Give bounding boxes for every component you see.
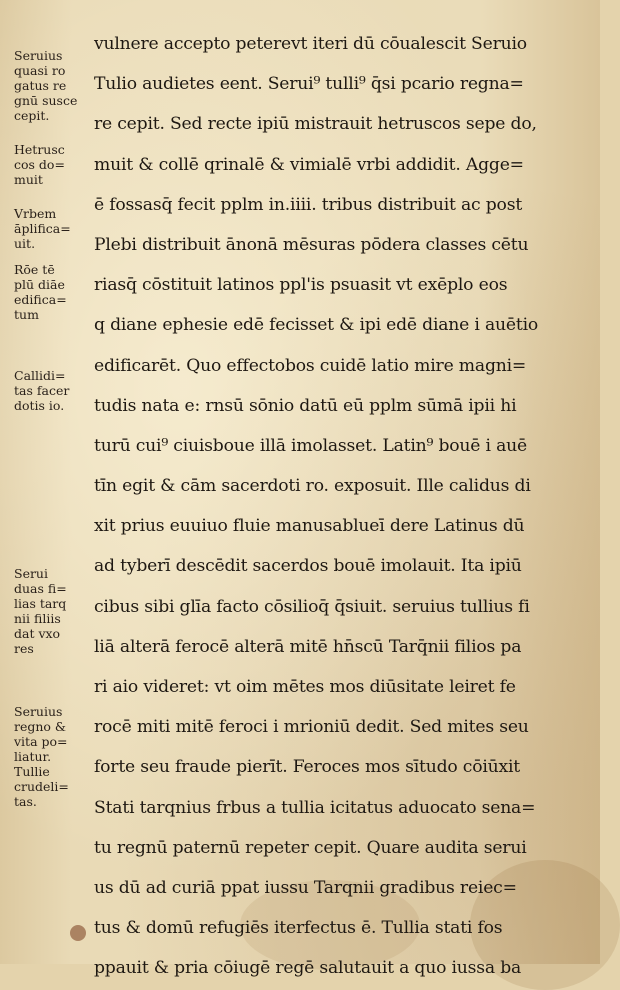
text-line: cibus sibi glīa facto cōsilioq̄ q̄siuit. seruius tullius fi [94,596,530,617]
margin-note-line: nii filiis [14,611,61,626]
margin-note-line: duas fi= [14,581,67,596]
text-line: Plebi distribuit ānonā mēsuras pōdera classes cētu [94,234,529,255]
margin-note-line: gnū susce [14,93,78,108]
margin-note-line: lias tarq [14,596,67,611]
text-line: tīn egit & cām sacerdoti ro. exposuit. Ille calidus di [94,476,531,497]
text-line: ri aio videret: vt oim mētes mos diūsitate leiret fe [94,677,516,697]
margin-note [14,206,98,251]
margin-note [14,368,98,413]
margin-note [14,566,98,656]
margin-note-line: cos do= [14,157,65,172]
margin-notes [0,0,100,964]
margin-note-line: tum [14,307,39,322]
text-line: liā alterā ferocē alterā mitē hn̄scū Tarq̄nii filios pa [94,636,522,657]
margin-note-line: Seruius [14,48,63,63]
margin-note-line: muit [14,172,43,187]
margin-note-line: Serui [14,566,48,581]
margin-note-line: cepit. [14,108,50,123]
text-line: us dū ad curiā ppat iussu Tarqnii gradibus reiec= [94,877,517,898]
margin-note [14,48,98,123]
margin-note-line: plū diāe [14,277,65,292]
margin-note-line: liatur. [14,749,52,764]
margin-note-line: regno & [14,719,67,734]
main-text-block [94,24,588,989]
text-line: ē fossasq̄ fecit pplm in.iiii. tribus distribuit ac post [94,194,523,215]
text-line: ppauit & pria cōiugē regē salutauit a quo iussa ba [94,958,522,979]
margin-note-line: edifica= [14,292,67,307]
margin-note-line: Seruius [14,704,63,719]
text-line: turū cui⁹ ciuisboue illā imolasset. Latin⁹ bouē i auē [94,435,527,456]
margin-note-line: vita po= [14,734,68,749]
text-line: tu regnū paternū repeter cepit. Quare audita serui [94,837,527,858]
margin-note-line: gatus re [14,78,67,93]
margin-note-line: dat vxo [14,626,61,641]
text-line: Tulio audietes eent. Serui⁹ tulli⁹ q̄si pcario regna= [94,74,524,95]
text-line: edificarēt. Quo effectobos cuidē latio mire magni= [94,355,527,376]
margin-note-line: dotis io. [14,398,65,413]
margin-note [14,142,98,187]
margin-note-line: uit. [14,236,36,251]
margin-note-line: res [14,641,34,656]
margin-note-line: Callidi= [14,368,66,383]
text-line: q diane ephesie edē fecisset & ipi edē diane i auētio [94,315,539,336]
margin-note-line: Rōe tē [14,262,55,277]
margin-note-line: tas facer [14,383,70,398]
margin-note [14,262,98,322]
text-line: tudis nata e: rnsū sōnio datū eū pplm sūmā ipii hi [94,395,517,416]
text-line: ad tyberī descēdit sacerdos bouē imolauit. Ita ipiū [94,556,522,577]
text-line: rocē miti mitē feroci i mrioniū dedit. Sed mites seu [94,717,529,738]
margin-note-line: Hetrusc [14,142,65,157]
margin-note-line: Tullie [14,764,50,779]
margin-note-line: tas. [14,794,37,809]
text-line: riasq̄ cōstituit latinos ppl'is psuasit vt exēplo eos [94,275,508,296]
text-line: Stati tarqnius frbus a tullia icitatus aduocato sena= [94,797,536,818]
text-line: tus & domū refugiēs iterfectus ē. Tullia stati fos [94,918,503,939]
margin-note-line: crudeli= [14,779,69,794]
margin-note-line: Vrbem [14,206,57,221]
margin-note-line: āplifica= [14,221,71,236]
margin-note-line: quasi ro [14,63,66,78]
margin-note [14,704,98,809]
text-line: forte seu fraude pierīt. Feroces mos sītudo cōiūxit [94,757,521,778]
text-line: muit & collē qrinalē & vimialē vrbi addidit. Agge= [94,154,524,175]
text-line: xit prius euuiuo fluie manusablueī dere Latinus dū [94,516,525,537]
text-line: re cepit. Sed recte ipiū mistrauit hetruscos sepe do, [94,114,537,135]
text-line: vulnere accepto peterevt iteri dū cōualescit Seruio [94,34,527,54]
